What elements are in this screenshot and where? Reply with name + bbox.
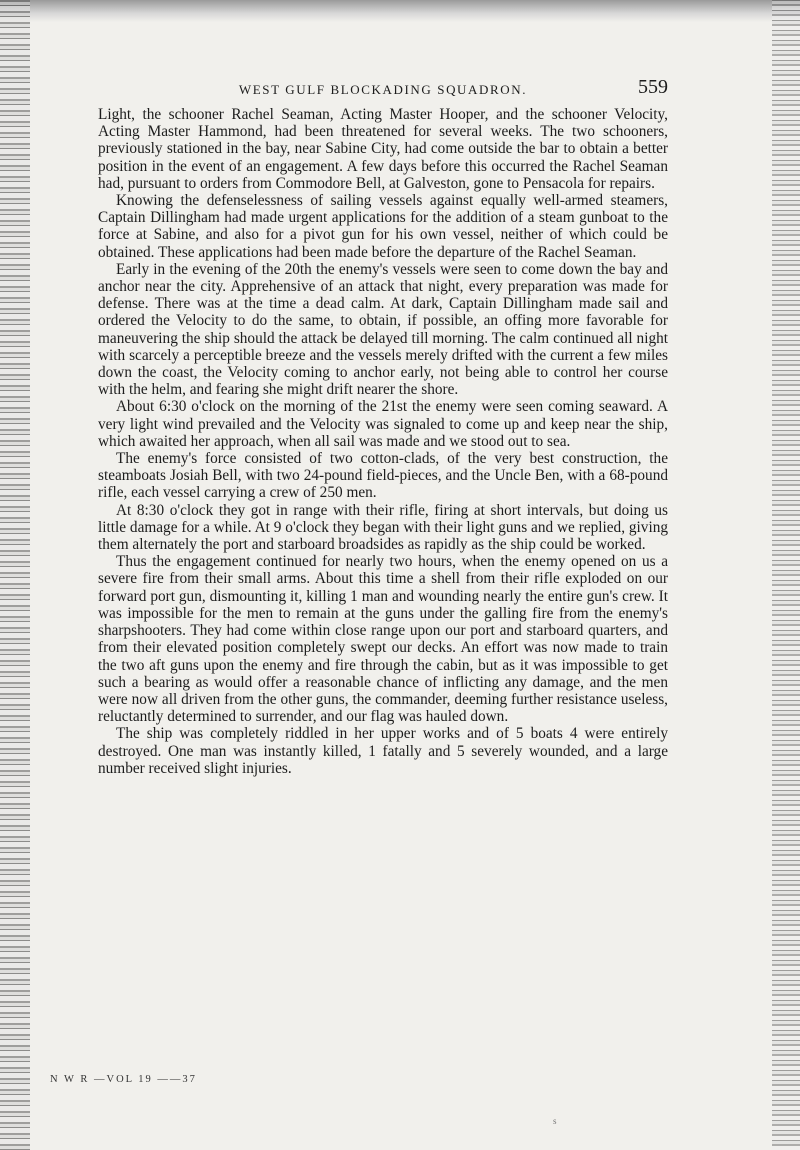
signature-mark: N W R —VOL 19 ——37 [50,1074,197,1085]
paragraph: Early in the evening of the 20th the enemy's vessels were seen to come down the bay and anchor near the city. Apprehensive of an attack that night, every preparation was made for defense. There was at the time a dead calm. At dark, Captain Dillingham made sail and ordered the Velocity to do the same, to obtain, if possible, an offing more favorable for maneuvering the ship should the attack be delayed till morning. The calm continued all night with scarcely a perceptible breeze and the vessels merely drifted with the current a few miles down the coast, the Velocity coming to anchor early, not being able to control her course with the helm, and fearing she might drift nearer the shore. [98,260,668,399]
page-number: 559 [638,76,668,98]
body-text [98,106,668,777]
page-top-shadow [0,0,800,22]
stray-mark: s [553,1116,557,1126]
paragraph: Knowing the defenselessness of sailing vessels against equally well-armed steamers, Captain Dillingham had made urgent applications for the addition of a steam gunboat to the force at Sabine, and also for a pivot gun for his own vessel, neither of which could be obtained. These applications had been made before the departure of the Rachel Seaman. [98,192,668,261]
paragraph: The enemy's force consisted of two cotton-clads, of the very best construction, the steamboats Josiah Bell, with two 24-pound field-pieces, and the Uncle Ben, with a 68-pound rifle, each vessel carrying a crew of 250 men. [98,450,668,502]
paragraph: The ship was completely riddled in her upper works and of 5 boats 4 were entirely destroyed. One man was instantly killed, 1 fatally and 5 severely wounded, and a large number received slight injuries. [98,725,668,777]
running-head: WEST GULF BLOCKADING SQUADRON. [238,82,528,97]
binding-edge-left [0,0,30,1150]
page-header [98,72,668,106]
binding-edge-right [772,0,800,1150]
paragraph: Light, the schooner Rachel Seaman, Acting Master Hooper, and the schooner Velocity, Acting Master Hammond, had been threatened for several weeks. The two schooners, previously stationed in the bay, near Sabine City, had come outside the bar to obtain a better position in the event of an engagement. A few days before this occurred the Rachel Seaman had, pursuant to orders from Commodore Bell, at Galveston, gone to Pensacola for repairs. [98,106,668,192]
paragraph: Thus the engagement continued for nearly two hours, when the enemy opened on us a severe fire from their small arms. About this time a shell from their rifle exploded on our forward port gun, dismounting it, killing 1 man and wounding nearly the entire gun's crew. It was impossible for the men to remain at the guns under the galling fire from the enemy's sharpshooters. They had come within close range upon our port and starboard quarters, and from their elevated position completely swept our decks. An effort was now made to train the two aft guns upon the enemy and fire through the cabin, but as it was impossible to get such a bearing as would offer a reasonable chance of inflicting any damage, and the men were now all driven from the other guns, the commander, deeming further resistance useless, reluctantly determined to surrender, and our flag was hauled down. [98,553,668,726]
paragraph: About 6:30 o'clock on the morning of the 21st the enemy were seen coming seaward. A very light wind prevailed and the Velocity was signaled to come up and keep near the ship, which awaited her approach, when all sail was made and we stood out to sea. [98,398,668,450]
book-page [98,72,668,1122]
paragraph: At 8:30 o'clock they got in range with their rifle, firing at short intervals, but doing us little damage for a while. At 9 o'clock they began with their light guns and we replied, giving them alternately the port and starboard broadsides as rapidly as the ship could be worked. [98,501,668,554]
